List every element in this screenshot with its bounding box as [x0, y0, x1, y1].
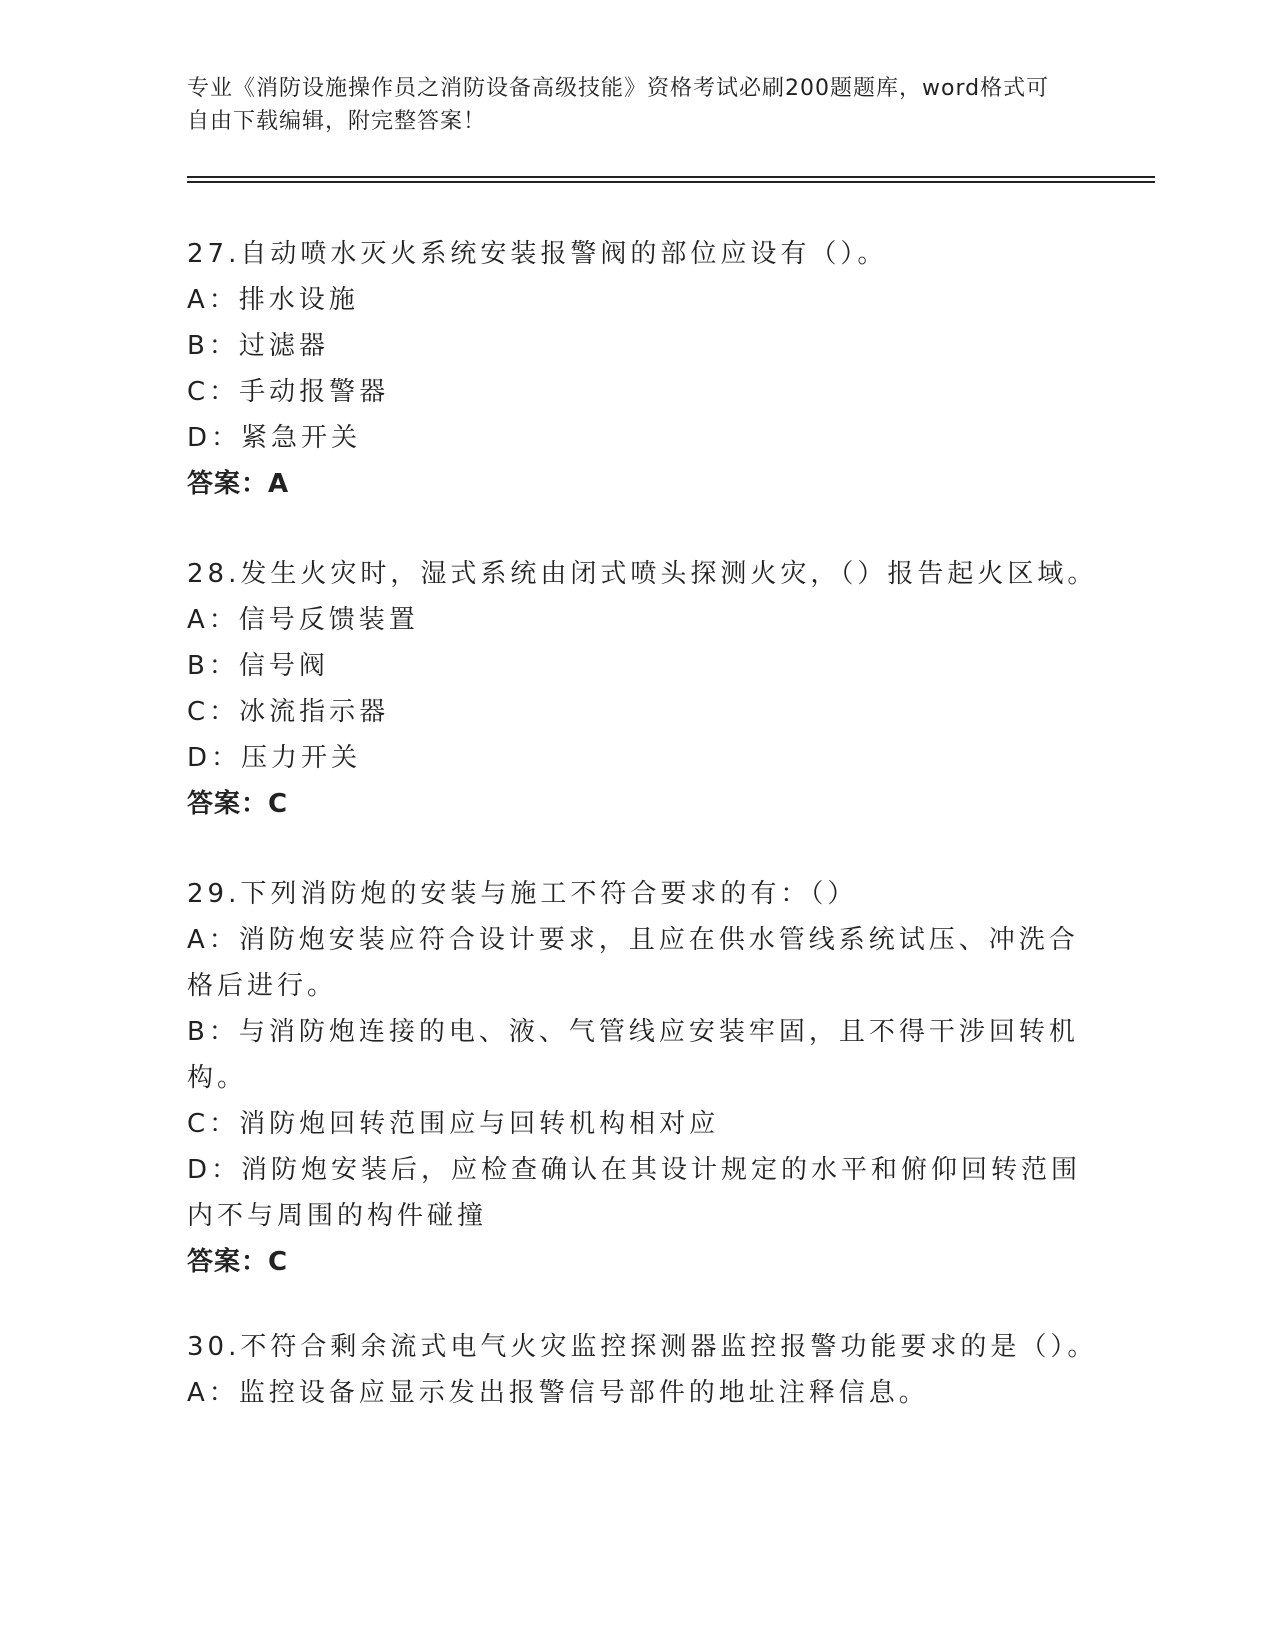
option-c: C：消防炮回转范围应与回转机构相对应	[187, 1109, 720, 1139]
question-29	[187, 871, 1087, 1285]
question-stem: 27.自动喷水灭火系统安装报警阀的部位应设有（）。	[187, 239, 888, 269]
question-stem: 29.下列消防炮的安装与施工不符合要求的有：（）	[187, 879, 858, 909]
option-d: D：压力开关	[187, 743, 362, 773]
option-a: A：信号反馈装置	[187, 605, 419, 635]
option-b: B：信号阀	[187, 651, 329, 681]
option-c: C：冰流指示器	[187, 697, 390, 727]
option-a: A：监控设备应显示发出报警信号部件的地址注释信息。	[187, 1378, 929, 1408]
option-a: A：排水设施	[187, 285, 359, 315]
option-d: D：紧急开关	[187, 423, 362, 453]
answer: 答案：C	[187, 789, 289, 819]
option-a: A：消防炮安装应符合设计要求，且应在供水管线系统试压、冲洗合格后进行。	[187, 925, 1079, 1001]
header-divider-bottom	[187, 181, 1155, 183]
answer: 答案：C	[187, 1247, 289, 1277]
question-stem: 30.不符合剩余流式电气火灾监控探测器监控报警功能要求的是（）。	[187, 1332, 1098, 1362]
question-27	[187, 231, 1087, 507]
question-stem: 28.发生火灾时，湿式系统由闭式喷头探测火灾，（）报告起火区域。	[187, 559, 1098, 589]
document-intro: 专业《消防设施操作员之消防设备高级技能》资格考试必刷200题题库，word格式可自由下载编辑，附完整答案！	[187, 76, 1050, 134]
option-c: C：手动报警器	[187, 377, 390, 407]
question-30	[187, 1324, 1098, 1416]
answer: 答案：A	[187, 469, 290, 499]
option-b: B：与消防炮连接的电、液、气管线应安装牢固，且不得干涉回转机构。	[187, 1017, 1079, 1093]
header-divider-top	[187, 176, 1155, 178]
option-b: B：过滤器	[187, 331, 329, 361]
option-d: D：消防炮安装后，应检查确认在其设计规定的水平和俯仰回转范围内不与周围的构件碰撞	[187, 1155, 1082, 1231]
question-28	[187, 551, 1098, 827]
